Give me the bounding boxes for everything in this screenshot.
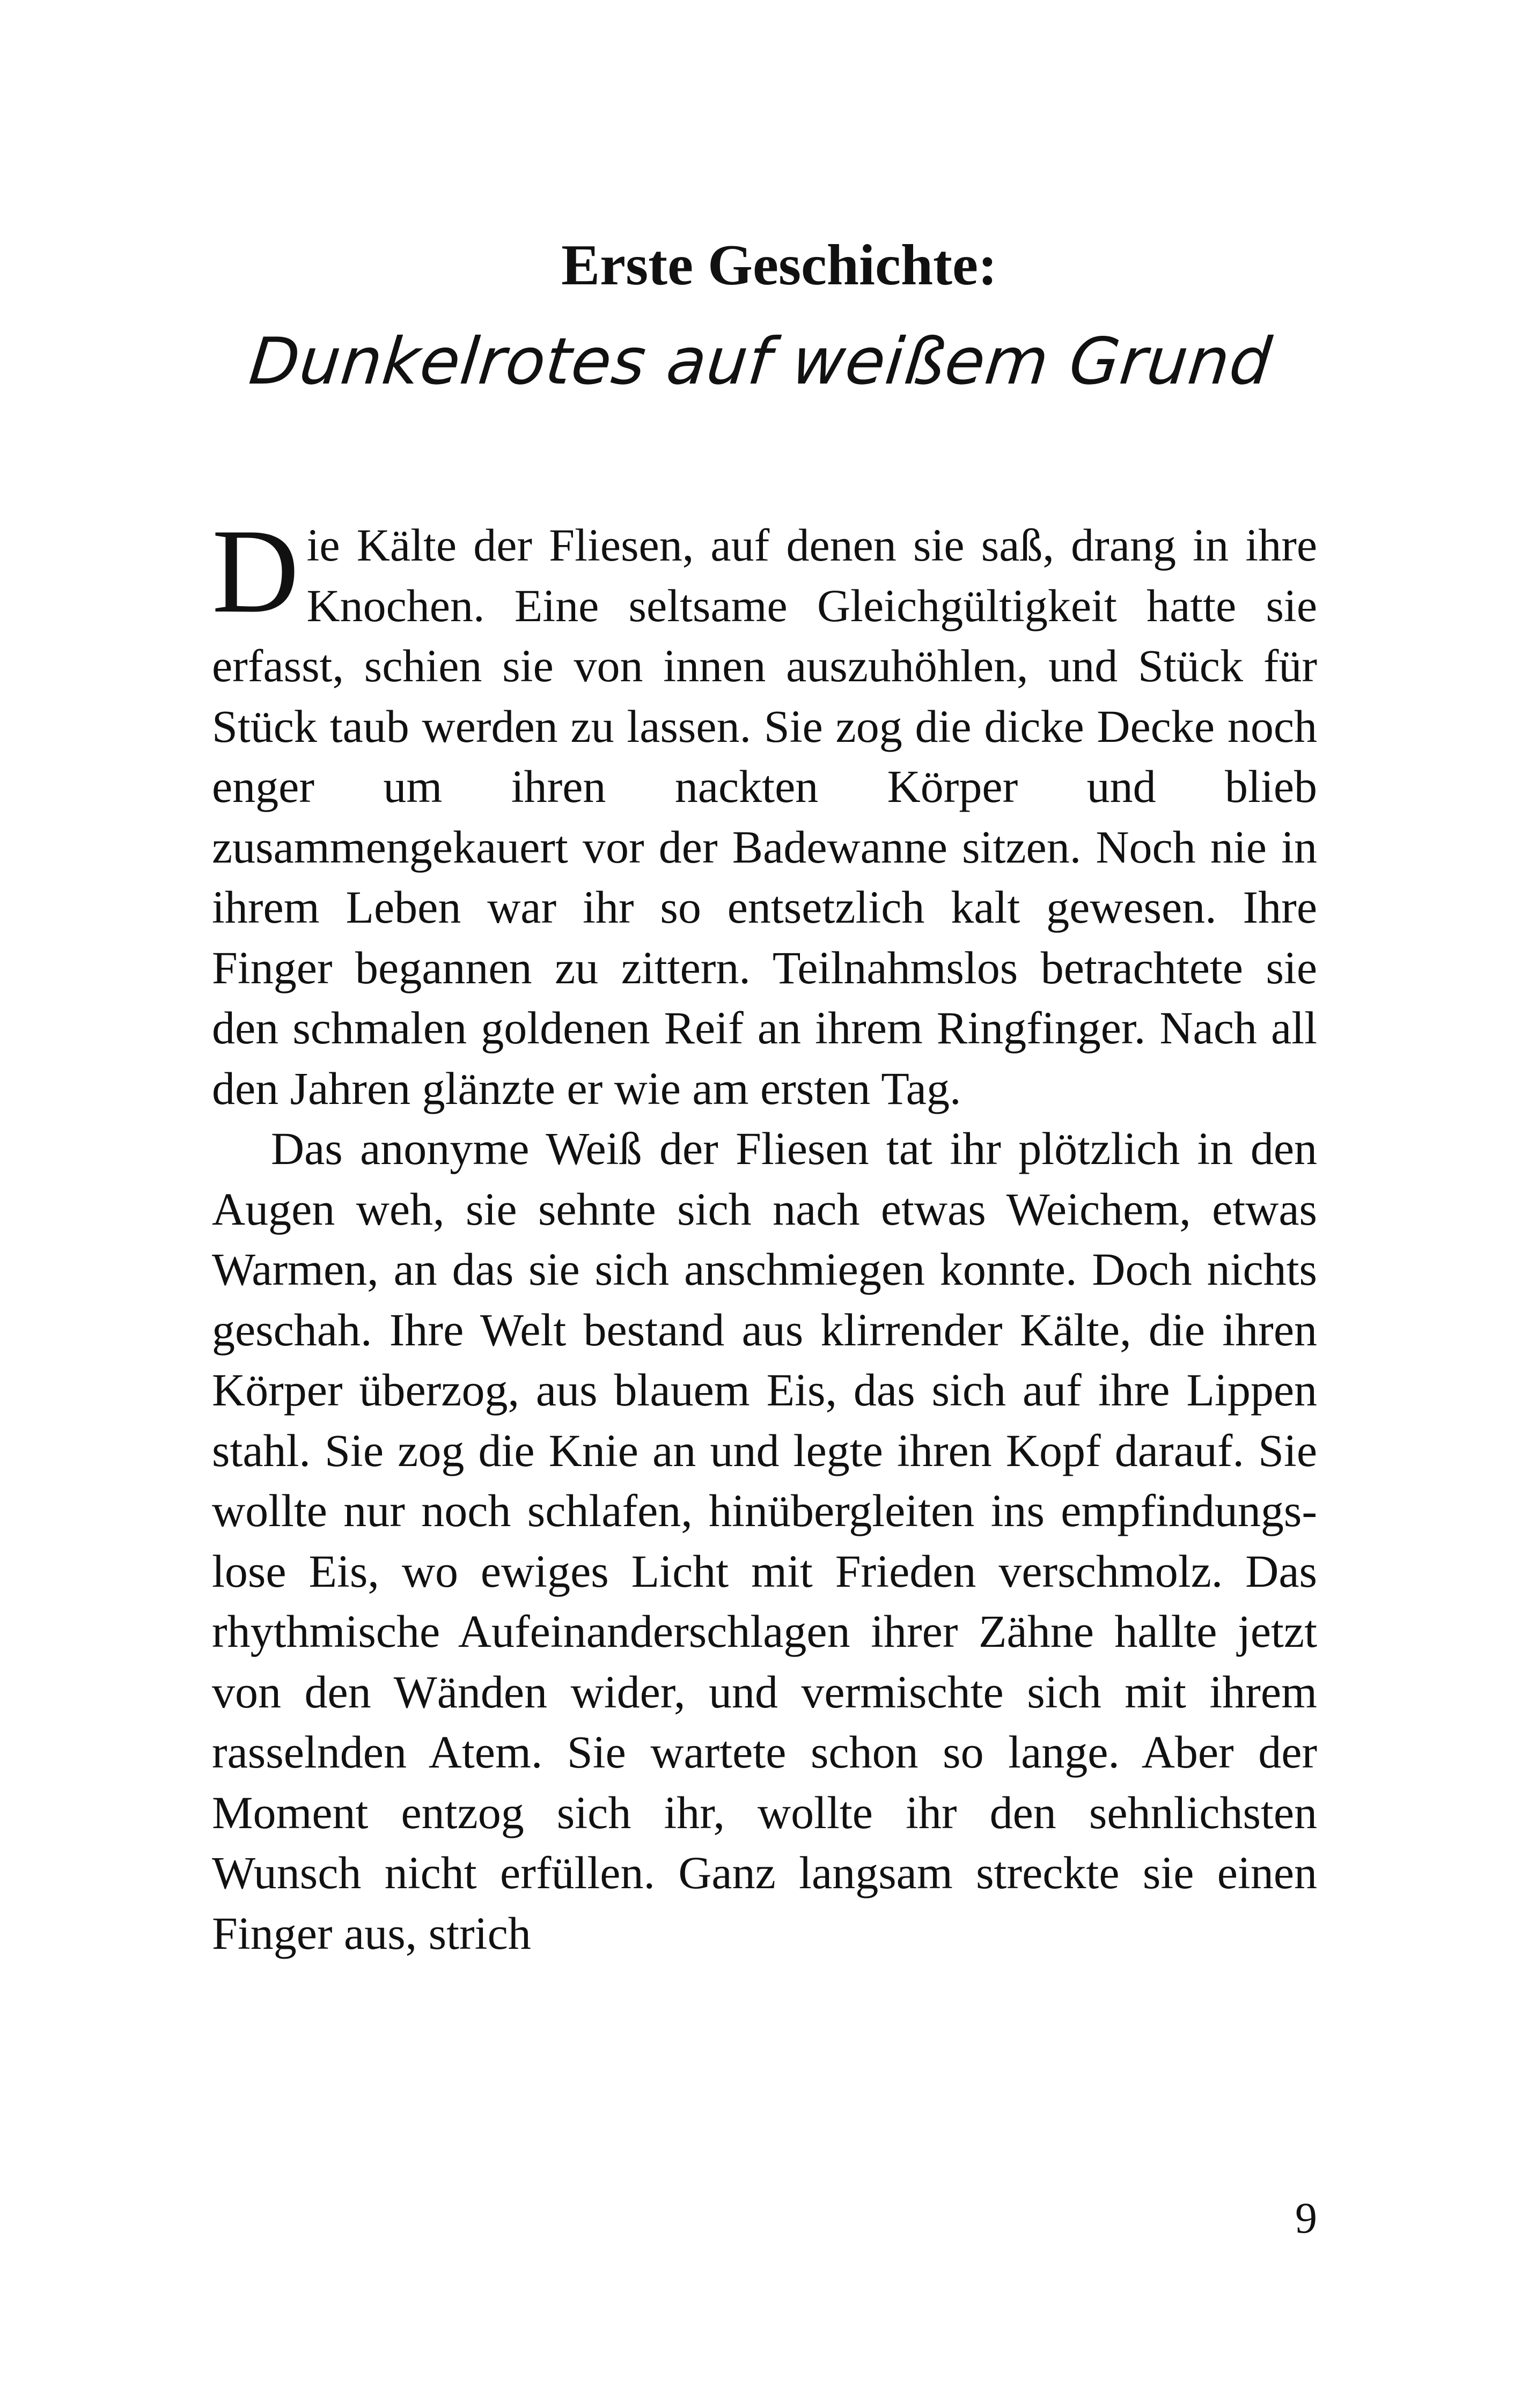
paragraph-2: Das anonyme Weiß der Fliesen tat ihr plötzlich in den Augen weh, sie sehnte sich nach etwas Weichem, etwas Warmen, an das sie sich anschmiegen konnte. Doch nichts geschah. Ihre Welt bestand aus klirrender Kälte, die ihren Körper überzog, aus blauem Eis, das sich auf ihre Lippen stahl. Sie zog die Knie an und legte ihren Kopf darauf. Sie wollte nur noch schlafen, hinübergleiten ins empfindungslose Eis, wo ewiges Licht mit Frieden verschmolz. Das rhythmische Aufeinanderschlagen ihrer Zähne hallte jetzt von den Wänden wider, und vermischte sich mit ihrem rasselnden Atem. Sie wartete schon so lange. Aber der Moment entzog sich ihr, wollte ihr den sehnlichsten Wunsch nicht erfüllen. Ganz langsam streckte sie einen Finger aus, strich (212, 1123, 1317, 1959)
drop-cap: D (212, 504, 299, 638)
paragraph-1 (212, 504, 1317, 1118)
chapter-body (212, 504, 1317, 1963)
paragraph-1-text: ie Kälte der Fliesen, auf denen sie saß, drang in ihre Knochen. Eine seltsame Gleichgültigkeit hatte sie erfasst, schien sie von innen auszuhöhlen, und Stück für Stück taub werden zu lassen. Sie zog die dicke Decke noch enger um ihren nackten Körper und blieb zusammengekauert vor der Badewanne sitzen. Noch nie in ihrem Leben war ihr so entsetzlich kalt gewesen. Ihre Finger begannen zu zittern. Teilnahmslos betrachtete sie den schmalen goldenen Reif an ihrem Ringfinger. Nach all den Jahren glänzte er wie am ersten Tag. (212, 519, 1317, 1114)
chapter-label: Erste Geschichte: (561, 233, 997, 297)
page-number: 9 (1295, 2193, 1317, 2242)
chapter-title: Dunkelrotes auf weißem Grund (246, 325, 1275, 399)
chapter-heading (0, 231, 1521, 402)
